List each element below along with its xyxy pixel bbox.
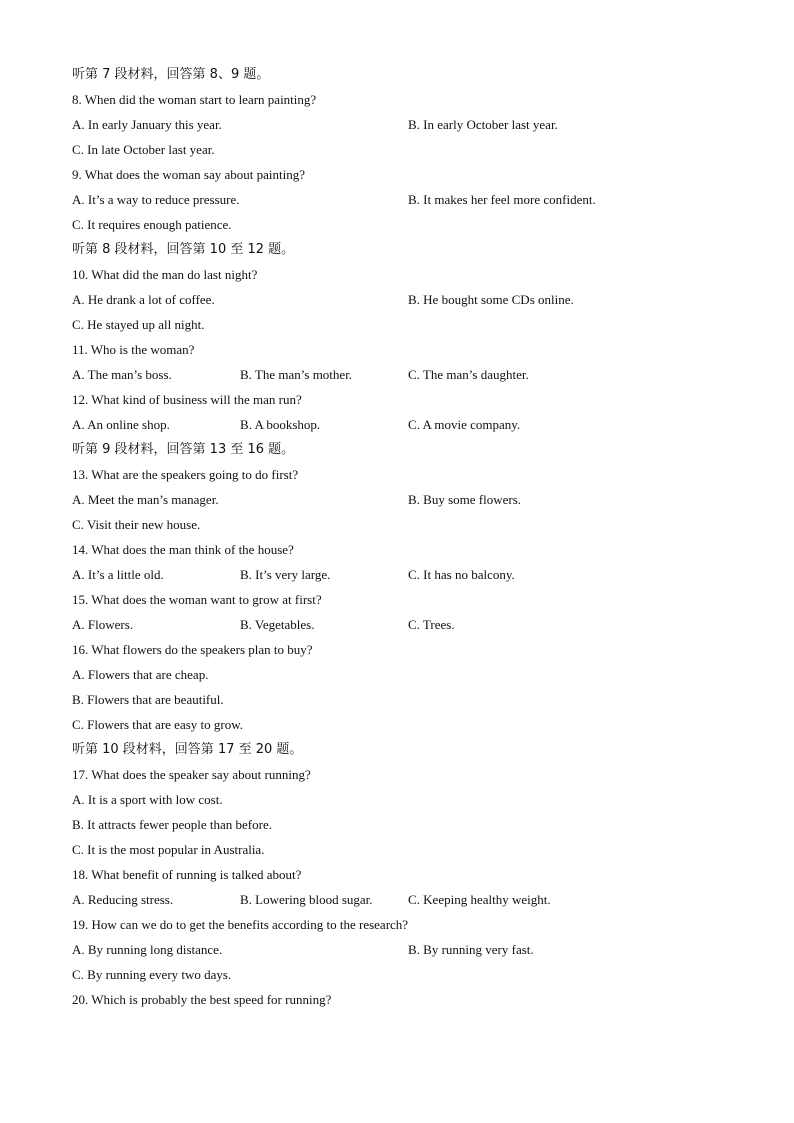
option-c: C. It requires enough patience. — [72, 217, 232, 232]
question-stem: 13. What are the speakers going to do first? — [72, 467, 299, 482]
section-heading: 听第 10 段材料，回答第 17 至 20 题。 — [72, 742, 303, 757]
options-row — [72, 112, 752, 137]
option-c: C. It is the most popular in Australia. — [72, 842, 265, 857]
options-row — [72, 562, 752, 587]
option-a: A. It’s a way to reduce pressure. — [72, 192, 240, 207]
option-b: B. Lowering blood sugar. — [240, 892, 373, 907]
options-row — [72, 612, 752, 637]
option-a: A. It is a sport with low cost. — [72, 792, 223, 807]
option-b: B. By running very fast. — [408, 942, 534, 957]
option-c: C. The man’s daughter. — [408, 367, 529, 382]
option-b: B. Flowers that are beautiful. — [72, 692, 224, 707]
option-a: A. Flowers. — [72, 617, 134, 632]
option-a: A. He drank a lot of coffee. — [72, 292, 215, 307]
option-b: B. A bookshop. — [240, 417, 321, 432]
options-row — [72, 937, 752, 962]
question-stem: 8. When did the woman start to learn painting? — [72, 92, 317, 107]
option-c: C. Keeping healthy weight. — [408, 892, 551, 907]
option-a: A. It’s a little old. — [72, 567, 164, 582]
question-stem: 17. What does the speaker say about running? — [72, 767, 311, 782]
option-b: B. It attracts fewer people than before. — [72, 817, 272, 832]
question-stem: 20. Which is probably the best speed for running? — [72, 992, 332, 1007]
options-row — [72, 887, 752, 912]
option-a: A. In early January this year. — [72, 117, 222, 132]
options-row — [72, 137, 752, 162]
question-stem: 15. What does the woman want to grow at first? — [72, 592, 322, 607]
question-stem: 18. What benefit of running is talked about? — [72, 867, 302, 882]
option-b: B. Buy some flowers. — [408, 492, 522, 507]
option-a: A. An online shop. — [72, 417, 170, 432]
options-row — [72, 412, 752, 437]
question-stem: 9. What does the woman say about painting? — [72, 167, 305, 182]
question-stem: 11. Who is the woman? — [72, 342, 195, 357]
options-row — [72, 962, 752, 987]
options-row — [72, 487, 752, 512]
option-c: C. Visit their new house. — [72, 517, 201, 532]
option-a: A. Flowers that are cheap. — [72, 667, 209, 682]
option-a: A. By running long distance. — [72, 942, 223, 957]
exam-page — [72, 62, 752, 1012]
options-row — [72, 312, 752, 337]
option-b: B. It’s very large. — [240, 567, 331, 582]
option-c: C. In late October last year. — [72, 142, 215, 157]
question-stem: 12. What kind of business will the man run? — [72, 392, 302, 407]
option-c: C. He stayed up all night. — [72, 317, 205, 332]
options-row — [72, 512, 752, 537]
options-row — [72, 362, 752, 387]
options-row — [72, 287, 752, 312]
question-stem: 10. What did the man do last night? — [72, 267, 258, 282]
option-c: C. A movie company. — [408, 417, 521, 432]
option-b: B. Vegetables. — [240, 617, 315, 632]
options-row — [72, 212, 752, 237]
option-c: C. Trees. — [408, 617, 455, 632]
option-b: B. It makes her feel more confident. — [408, 192, 596, 207]
option-c: C. Flowers that are easy to grow. — [72, 717, 244, 732]
option-a: A. The man’s boss. — [72, 367, 172, 382]
question-stem: 19. How can we do to get the benefits according to the research? — [72, 917, 409, 932]
section-heading: 听第 7 段材料，回答第 8、9 题。 — [72, 67, 270, 82]
question-stem: 14. What does the man think of the house? — [72, 542, 294, 557]
options-row — [72, 187, 752, 212]
option-c: C. By running every two days. — [72, 967, 232, 982]
question-stem: 16. What flowers do the speakers plan to buy? — [72, 642, 313, 657]
option-a: A. Reducing stress. — [72, 892, 174, 907]
option-b: B. He bought some CDs online. — [408, 292, 574, 307]
option-c: C. It has no balcony. — [408, 567, 515, 582]
option-a: A. Meet the man’s manager. — [72, 492, 219, 507]
section-heading: 听第 8 段材料，回答第 10 至 12 题。 — [72, 242, 295, 257]
option-b: B. In early October last year. — [408, 117, 558, 132]
section-heading: 听第 9 段材料，回答第 13 至 16 题。 — [72, 442, 295, 457]
option-b: B. The man’s mother. — [240, 367, 353, 382]
